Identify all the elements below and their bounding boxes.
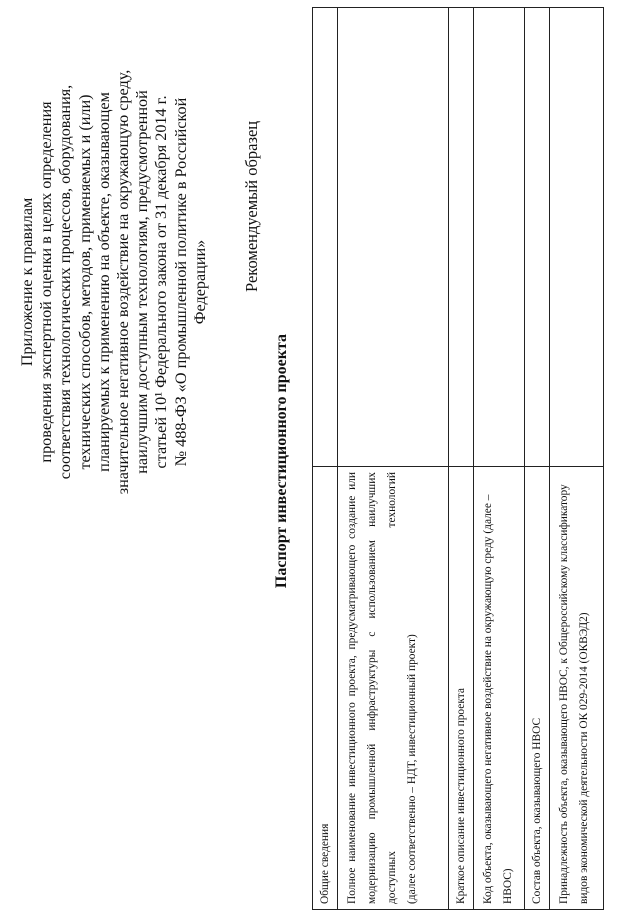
table-row	[313, 8, 338, 910]
appendix-line: Приложение к правилам	[18, 197, 36, 367]
row-value-object-code[interactable]	[474, 8, 525, 467]
appendix-line: проведения экспертной оценки в целях определения	[37, 101, 56, 463]
row-value-general[interactable]	[313, 8, 338, 467]
appendix-line: № 488-ФЗ «О промышленной политике в Российской	[171, 97, 190, 467]
row-label-okved-belonging: Принадлежность объекта, оказывающего НВОС, к Общероссийскому классификатору видов экономической деятельности ОК 029-2014 (ОКВЭД2)	[550, 467, 604, 910]
table-row	[474, 8, 525, 910]
row-label-object-code: Код объекта, оказывающего негативное воздействие на окружающую среду (далее – НВОС)	[474, 467, 525, 910]
row-label-project-name-text: Полное наименование инвестиционного проекта, предусматривающего создание или модернизацию промышленной инфраструктуры с использованием наилучших доступных технологий	[346, 472, 398, 904]
table-row	[338, 8, 449, 910]
appendix-line: планируемых к применению на объекте, оказывающем	[94, 92, 113, 472]
table-row	[525, 8, 550, 910]
appendix-line: Федерации»	[190, 239, 209, 325]
row-label-project-name-note: (далее соответственно – НДТ, инвестиционный проект)	[406, 634, 418, 904]
row-value-okved-belonging[interactable]	[550, 8, 604, 467]
row-value-short-description[interactable]	[449, 8, 474, 467]
appendix-header	[18, 22, 210, 542]
passport-table	[312, 7, 604, 910]
row-label-project-name	[338, 467, 449, 910]
table-row	[449, 8, 474, 910]
row-value-project-name[interactable]	[338, 8, 449, 467]
appendix-line: соответствия технологических процессов, оборудования,	[56, 84, 75, 480]
table-row	[550, 8, 604, 910]
row-label-short-description: Краткое описание инвестиционного проекта	[449, 467, 474, 910]
row-label-object-composition: Состав объекта, оказывающего НВОС	[525, 467, 550, 910]
document-title: Паспорт инвестиционного проекта	[273, 333, 290, 589]
appendix-line: наилучшим доступным технологиям, предусмотренной	[133, 90, 152, 474]
recommended-sample-label: Рекомендуемый образец	[242, 120, 261, 292]
appendix-line: значительное негативное воздействие на окружающую среду,	[114, 69, 133, 495]
appendix-line: статьей 10¹ Федерального закона от 31 декабря 2014 г.	[152, 95, 171, 469]
row-label-general: Общие сведения	[313, 467, 338, 910]
appendix-line: технических способов, методов, применяемых и (или)	[75, 94, 94, 470]
row-value-object-composition[interactable]	[525, 8, 550, 467]
